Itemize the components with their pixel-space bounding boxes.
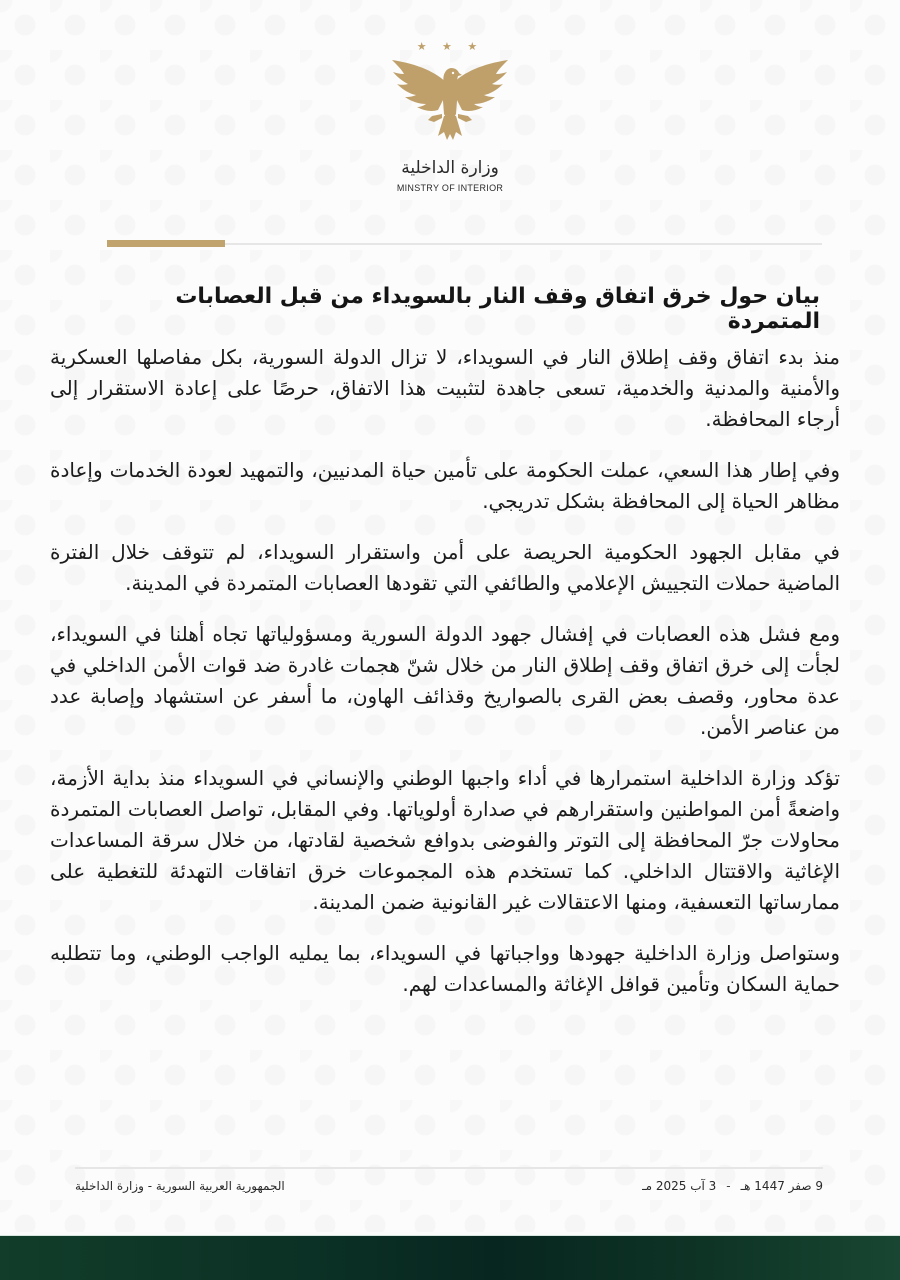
stars-icon: ★ ★ ★ [416,40,484,53]
paragraph: في مقابل الجهود الحكومية الحريصة على أمن واستقرار السويداء، لم تتوقف خلال الفترة الماضية حملات التجييش الإعلامي والطائفي التي تقودها العصابات المتمردة في المدينة. [50,540,840,595]
statement-title: بيان حول خرق اتفاق وقف النار بالسويداء من قبل العصابات المتمردة [175,284,820,334]
footer-color-band [0,1235,900,1280]
footer-date [642,1179,823,1193]
footer [75,1175,823,1197]
ministry-logo [0,40,900,193]
footer-divider [75,1167,823,1169]
paragraph: منذ بدء اتفاق وقف إطلاق النار في السويداء، لا تزال الدولة السورية، بكل مفاصلها العسكرية والأمنية والمدنية والخدمية، تسعى جاهدة لتثبيت هذا الاتفاق، حرصًا على إعادة الاستقرار إلى أرجاء المحافظة. [50,345,840,431]
paragraph: تؤكد وزارة الداخلية استمرارها في أداء واجبها الوطني والإنساني في السويداء منذ بداية الأزمة، واضعةً أمن المواطنين واستقرارهم في صدارة أولوياتها. وفي المقابل، تواصل العصابات المتمردة محاولات جرّ المحافظة إلى التوتر والفوضى بدوافع شخصية لقادتها، من خلال سرقة المساعدات الإغاثية والاقتتال الداخلي. كما تستخدم هذه المجموعات خرق اتفاقات التهدئة للتغطية على ممارساتها التعسفية، ومنها الاعتقالات غير القانونية ضمن المدينة. [50,766,840,914]
date-hijri: 9 صفر 1447 هـ [740,1179,823,1193]
paragraph: وفي إطار هذا السعي، عملت الحكومة على تأمين حياة المدنيين، والتمهيد لعودة الخدمات وإعادة مظاهر الحياة إلى المحافظة بشكل تدريجي. [50,458,840,513]
paragraph: وستواصل وزارة الداخلية جهودها وواجباتها في السويداء، بما يمليه الواجب الوطني، وما تتطلبه حماية السكان وتأمين قوافل الإغاثة والمساعدات لهم. [50,941,840,996]
date-gregorian: 3 آب 2025 مـ [642,1179,717,1193]
gold-accent-bar [107,240,225,247]
ministry-name-english: MINSTRY OF INTERIOR [396,183,504,193]
statement-body [50,342,840,1020]
paragraph: ومع فشل هذه العصابات في إفشال جهود الدولة السورية ومسؤولياتها تجاه أهلنا في السويداء، لجأت إلى خرق اتفاق وقف إطلاق النار من خلال شنّ هجمات غادرة ضد قوات الأمن الداخلي في عدة محاور، وقصف بعض القرى بالصواريخ وقذائف الهاون، ما أسفر عن استشهاد وإصابة عدد من عناصر الأمن. [50,622,840,739]
eagle-emblem-icon [388,54,512,144]
ministry-name-arabic: وزارة الداخلية [401,158,499,178]
footer-organization: الجمهورية العربية السورية - وزارة الداخلية [75,1179,285,1193]
date-separator: - [726,1179,731,1193]
